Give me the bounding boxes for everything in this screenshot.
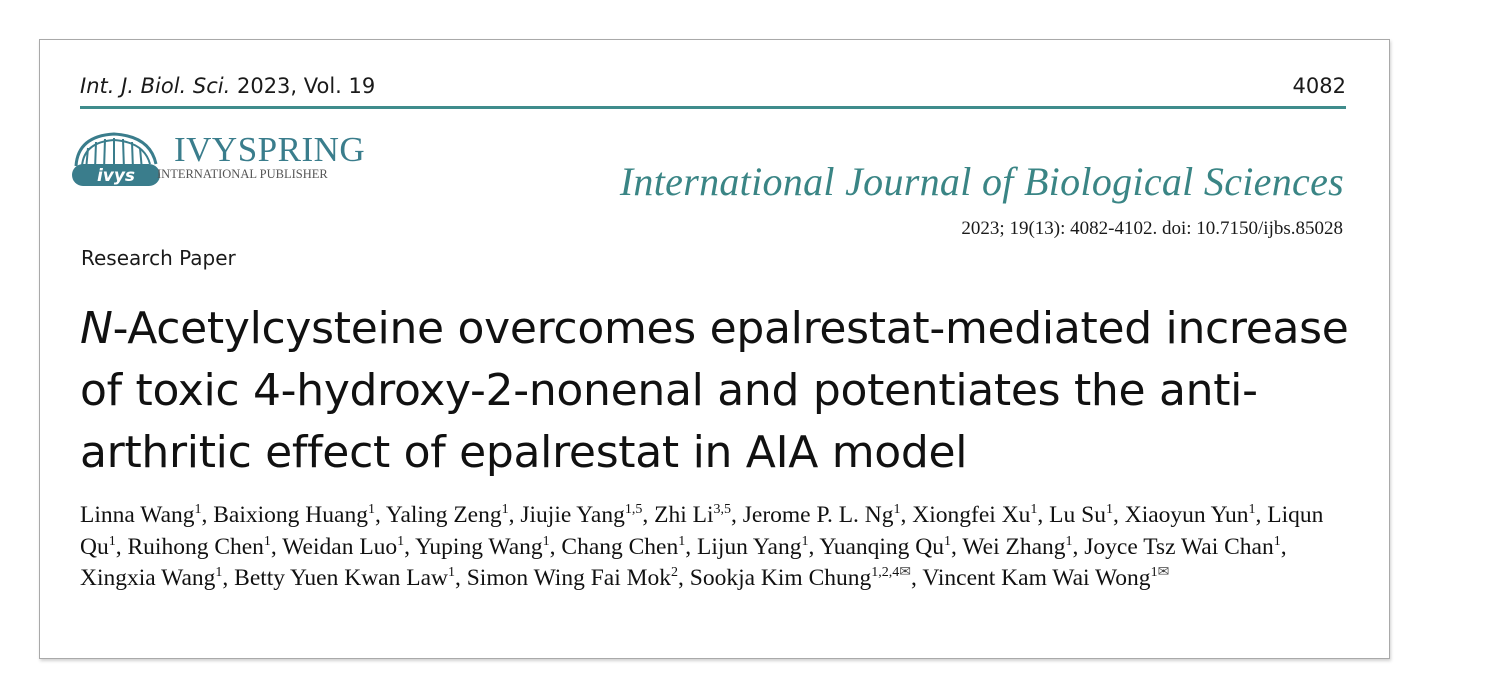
citation-doi: 2023; 19(13): 4082-4102. doi: 10.7150/ijbs.85028 [961,218,1343,239]
author-affiliation: 1 [801,533,809,549]
logo-mark-text: ivys [96,166,136,186]
running-header [80,72,1346,109]
author [386,502,509,528]
author-name: Xingxia Wang [80,565,216,591]
author [415,534,550,560]
author [697,534,808,560]
author-name: Yuping Wang [415,533,543,560]
author [819,534,951,560]
author-affiliation: 1 [1150,565,1158,581]
publisher-name: IVYSPRING [174,130,366,169]
author-affiliation: 1,2,4 [871,565,900,581]
author-affiliation: 1 [263,533,271,549]
publisher-logo [70,126,380,190]
author-affiliation: 1 [542,533,550,549]
author-name: Linna Wang [80,502,195,528]
author-name: Wei Zhang [962,533,1066,560]
author-affiliation: 1 [944,533,952,549]
author [127,534,270,560]
author-name: Yaling Zeng [385,502,502,528]
ivyspring-emblem-icon [70,126,162,190]
author [213,502,375,528]
author [1125,502,1256,528]
author-name: Yuanqing Qu [819,533,945,560]
author-name: Jerome P. L. Ng [742,502,894,528]
author-affiliation: 1 [397,533,405,549]
author-name: Liqun Qu [80,502,1324,560]
title-italic-prefix: N [80,303,113,354]
title-text: -Acetylcysteine overcomes epalrestat-mediated increase of toxic 4-hydroxy-2-nonenal and potentiates the anti-arthritic effect of epalrestat in AIA model [80,303,1349,478]
author [690,565,911,591]
journal-volume [80,74,375,98]
journal-abbreviation: Int. J. Biol. Sci. [80,74,231,98]
author-affiliation: 1 [194,502,202,518]
envelope-icon[interactable]: ✉ [899,565,911,581]
paper-page [39,39,1390,659]
author-affiliation: 3,5 [713,502,731,518]
paper-title [80,298,1360,484]
author-name: Xiaoyun Yun [1124,502,1249,528]
author-affiliation: 1 [367,502,375,518]
author-affiliation: 1 [1030,502,1038,518]
author [520,502,642,528]
author-name: Baixiong Huang [213,502,368,528]
author [80,565,222,591]
author [1084,534,1280,560]
author-name: Simon Wing Fai Mok [466,565,672,591]
author-name: Lu Su [1049,502,1106,528]
author [234,565,455,591]
year-volume: 2023, Vol. 19 [230,74,376,98]
author-name: Jiujie Yang [520,502,625,528]
envelope-icon[interactable]: ✉ [1157,565,1170,581]
author-affiliation: 1 [1248,502,1256,518]
author-name: Chang Chen [561,533,679,560]
publisher-subtitle: INTERNATIONAL PUBLISHER [157,167,328,181]
author-name: Ruihong Chen [127,533,264,560]
author-affiliation: 1 [447,565,455,581]
author-name: Zhi Li [654,502,714,528]
author-affiliation: 1 [215,565,223,581]
author-affiliation: 1 [1105,502,1113,518]
author [922,565,1169,591]
author [80,502,202,528]
author-affiliation: 1 [1273,533,1281,549]
author-affiliation: 1,5 [624,502,643,518]
author-name: Vincent Kam Wai Wong [922,565,1151,591]
author-name: Joyce Tsz Wai Chan [1084,533,1274,560]
author-affiliation: 1 [893,502,901,518]
author-affiliation: 1 [678,533,686,549]
author-name: Betty Yuen Kwan Law [234,565,448,591]
author-affiliation: 2 [671,565,679,581]
author [561,534,685,560]
author-affiliation: 1 [501,502,509,518]
author [1049,502,1113,528]
journal-name: International Journal of Biological Sciences [619,159,1344,204]
author [282,534,404,560]
author [912,502,1037,528]
author-affiliation: 1 [108,533,116,549]
author-list: Linna Wang$^1$, Baixiong Huang$^1$, Yaling Zeng$^1$, Jiujie Yang$^{1,5}$, Zhi Li$^{3,5}$, Jerome P. L. Ng$^1$, Xiongfei Xu$^1$, Lu Su$^1$, Xiaoyun Yun$^1$, Liqun Qu$^1$, Ruihong Chen$^1$, Weidan Luo$^1$, Yuping Wang$^1$, Chang Chen$^1$, Lijun Yang$^1$, Yuanqing Qu$^1$, Wei Zhang$^1$, Joyce Tsz Wai Chan$^1$, Xingxia Wang$^1$, Betty Yuen Kwan Law$^1$, Simon Wing Fai Mok$^2$, Sookja Kim Chung$^{1,2,4✉}$, Vincent Kam Wai Wong$^{1✉}$ [80,502,1324,591]
author-name: Xiongfei Xu [912,502,1031,528]
page-number: 4082 [1292,74,1346,98]
author-affiliation: 1 [1065,533,1073,549]
author [962,534,1072,560]
author-name: Weidan Luo [282,533,398,560]
author [654,502,731,528]
author-name: Lijun Yang [696,533,802,560]
author-name: Sookja Kim Chung [689,565,872,591]
author [743,502,901,528]
author [467,565,678,591]
article-type: Research Paper [81,246,236,270]
